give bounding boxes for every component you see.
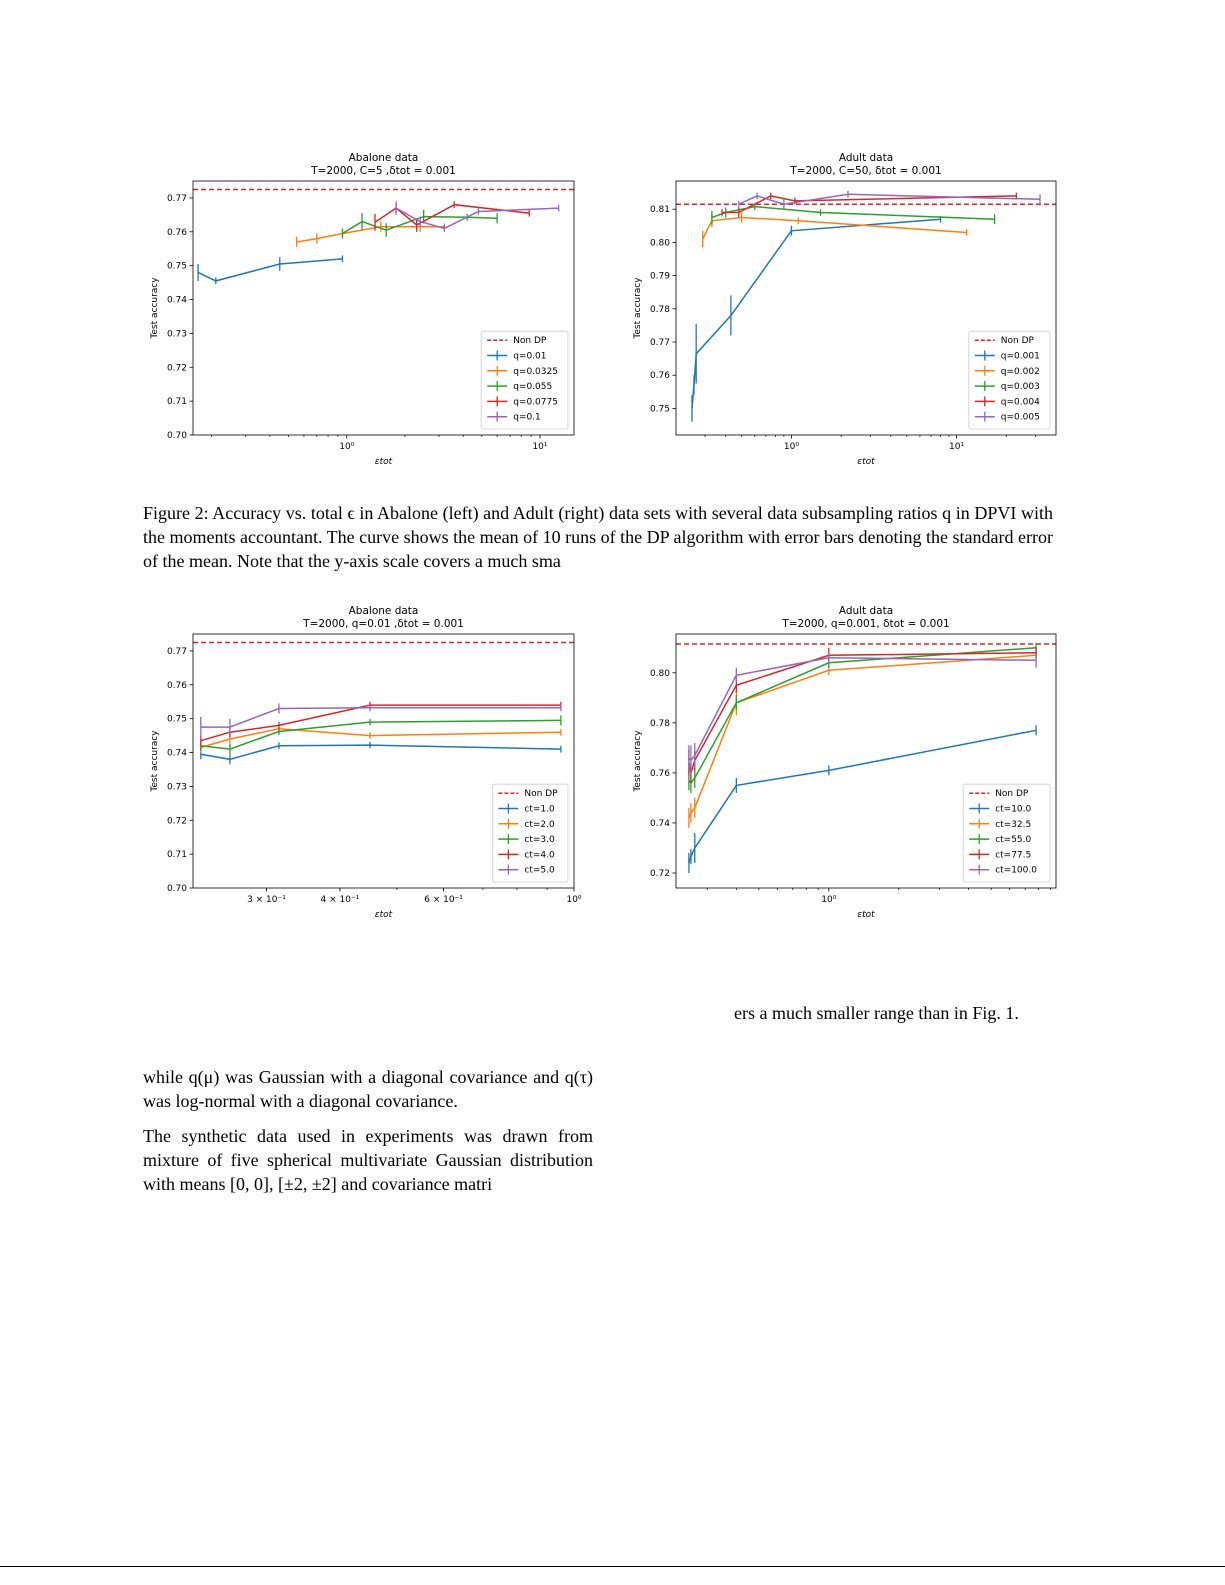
x-tick-label: 10¹ bbox=[532, 442, 548, 452]
y-tick-label: 0.77 bbox=[166, 193, 187, 204]
y-axis-label: Test accuracy bbox=[633, 730, 643, 792]
y-tick-label: 0.80 bbox=[649, 668, 670, 679]
page-bottom-rule bbox=[0, 1566, 1225, 1567]
legend-ct-10-0-label: ct=10.0 bbox=[995, 804, 1032, 815]
y-tick-label: 0.76 bbox=[649, 768, 670, 779]
legend-non-dp-label: Non DP bbox=[1000, 336, 1034, 347]
x-tick-label: 10⁰ bbox=[783, 442, 799, 452]
y-tick-label: 0.73 bbox=[166, 329, 187, 340]
y-tick-label: 0.77 bbox=[649, 338, 670, 349]
legend-non-dp-label: Non DP bbox=[524, 789, 558, 800]
legend-ct-1-0-label: ct=1.0 bbox=[524, 804, 555, 815]
y-tick-label: 0.78 bbox=[649, 304, 670, 315]
y-tick-label: 0.70 bbox=[166, 431, 187, 441]
legend-q-0-001-label: q=0.001 bbox=[1000, 351, 1040, 362]
y-tick-label: 0.72 bbox=[166, 363, 187, 374]
y-axis-label: Test accuracy bbox=[633, 277, 643, 339]
x-axis-label: εtot bbox=[857, 457, 875, 467]
y-tick-label: 0.76 bbox=[649, 371, 670, 382]
figure-2-label: Figure 2: bbox=[143, 503, 209, 523]
x-tick-label: 10¹ bbox=[949, 442, 965, 452]
legend-ct-5-0-label: ct=5.0 bbox=[524, 865, 555, 876]
y-tick-label: 0.72 bbox=[649, 868, 670, 879]
legend-ct-55-0-label: ct=55.0 bbox=[995, 835, 1032, 846]
x-axis-label: εtot bbox=[374, 910, 393, 920]
series-ct-100-0-line bbox=[689, 658, 1036, 761]
y-tick-label: 0.71 bbox=[166, 397, 187, 408]
legend-q-0-002-label: q=0.002 bbox=[1000, 366, 1040, 377]
legend-ct-3-0-label: ct=3.0 bbox=[524, 835, 555, 846]
figure-2-text: Accuracy vs. total ϵ in Abalone (left) and Adult (right) data sets with several data subsampling ratios q in DPVI with the moments accountant. The curve shows the mean of 10 runs of the DP algorithm with error bars denoting the standard error of the mean. Note that the y-axis scale covers a much sma bbox=[143, 503, 1053, 571]
legend-q-0-003-label: q=0.003 bbox=[1000, 382, 1040, 393]
y-tick-label: 0.79 bbox=[649, 271, 670, 282]
y-tick-label: 0.73 bbox=[166, 782, 187, 793]
y-tick-label: 0.74 bbox=[649, 818, 670, 829]
y-tick-label: 0.75 bbox=[166, 261, 187, 272]
y-tick-label: 0.76 bbox=[166, 680, 187, 691]
chart-title: Abalone data bbox=[348, 152, 419, 164]
y-tick-label: 0.74 bbox=[166, 295, 187, 306]
y-tick-label: 0.76 bbox=[166, 227, 187, 238]
chart-title: Adult data bbox=[838, 605, 894, 617]
chart-title: Adult data bbox=[838, 152, 894, 164]
legend-non-dp-label: Non DP bbox=[995, 789, 1029, 800]
figure-2-caption bbox=[143, 501, 1053, 573]
legend-non-dp-label: Non DP bbox=[513, 336, 547, 347]
legend-q-0-1-label: q=0.1 bbox=[513, 412, 541, 423]
body-paragraph-1: while q(μ) was Gaussian with a diagonal covariance and q(τ) was log-normal with a diagonal covariance. bbox=[143, 1067, 593, 1111]
y-tick-label: 0.74 bbox=[166, 748, 187, 759]
chart-subtitle: T=2000, C=50, δtot = 0.001 bbox=[790, 165, 942, 177]
y-tick-label: 0.77 bbox=[166, 646, 187, 657]
x-axis-label: εtot bbox=[374, 457, 393, 467]
legend-q-0-0775-label: q=0.0775 bbox=[513, 397, 558, 408]
legend-ct-77-5-label: ct=77.5 bbox=[995, 850, 1032, 861]
x-tick-label: 10⁰ bbox=[821, 895, 837, 905]
series-ct-77-5-line bbox=[689, 653, 1036, 773]
legend-ct-32-5-label: ct=32.5 bbox=[995, 819, 1032, 830]
chart-subtitle: T=2000, q=0.001, δtot = 0.001 bbox=[782, 618, 950, 630]
legend-q-0-004-label: q=0.004 bbox=[1000, 397, 1040, 408]
y-tick-label: 0.80 bbox=[649, 238, 670, 249]
x-tick-label: 10⁰ bbox=[339, 442, 355, 452]
x-tick-label: 10⁰ bbox=[566, 895, 582, 905]
body-paragraph-2: The synthetic data used in experiments was drawn from mixture of five spherical multivariate Gaussian distribution with means [0, 0], [±2, ±2] and covariance matri bbox=[143, 1126, 593, 1194]
legend-ct-100-0-label: ct=100.0 bbox=[995, 865, 1037, 876]
x-tick-label: 3 × 10⁻¹ bbox=[247, 895, 286, 905]
x-tick-label: 6 × 10⁻¹ bbox=[424, 895, 463, 905]
x-axis-label: εtot bbox=[857, 910, 875, 920]
legend-q-0-01-label: q=0.01 bbox=[513, 351, 547, 362]
chart-subtitle: T=2000, q=0.01 ,δtot = 0.001 bbox=[303, 618, 464, 630]
x-tick-label: 4 × 10⁻¹ bbox=[320, 895, 360, 905]
y-tick-label: 0.72 bbox=[166, 816, 187, 827]
legend-q-0-0325-label: q=0.0325 bbox=[513, 366, 558, 377]
y-axis-label: Test accuracy bbox=[150, 277, 160, 339]
y-tick-label: 0.70 bbox=[166, 884, 187, 894]
y-tick-label: 0.78 bbox=[649, 718, 670, 729]
y-tick-label: 0.75 bbox=[166, 714, 187, 725]
chart-subtitle: T=2000, C=5 ,δtot = 0.001 bbox=[311, 165, 456, 177]
caption-tail-fragment: ers a much smaller range than in Fig. 1. bbox=[734, 1003, 1019, 1023]
legend-ct-4-0-label: ct=4.0 bbox=[524, 850, 555, 861]
legend-q-0-005-label: q=0.005 bbox=[1000, 412, 1040, 423]
y-tick-label: 0.71 bbox=[166, 850, 187, 861]
legend-q-0-055-label: q=0.055 bbox=[513, 382, 553, 393]
y-tick-label: 0.81 bbox=[649, 205, 670, 216]
chart-title: Abalone data bbox=[348, 605, 419, 617]
legend-ct-2-0-label: ct=2.0 bbox=[524, 819, 555, 830]
y-axis-label: Test accuracy bbox=[150, 730, 160, 792]
y-tick-label: 0.75 bbox=[649, 404, 670, 415]
